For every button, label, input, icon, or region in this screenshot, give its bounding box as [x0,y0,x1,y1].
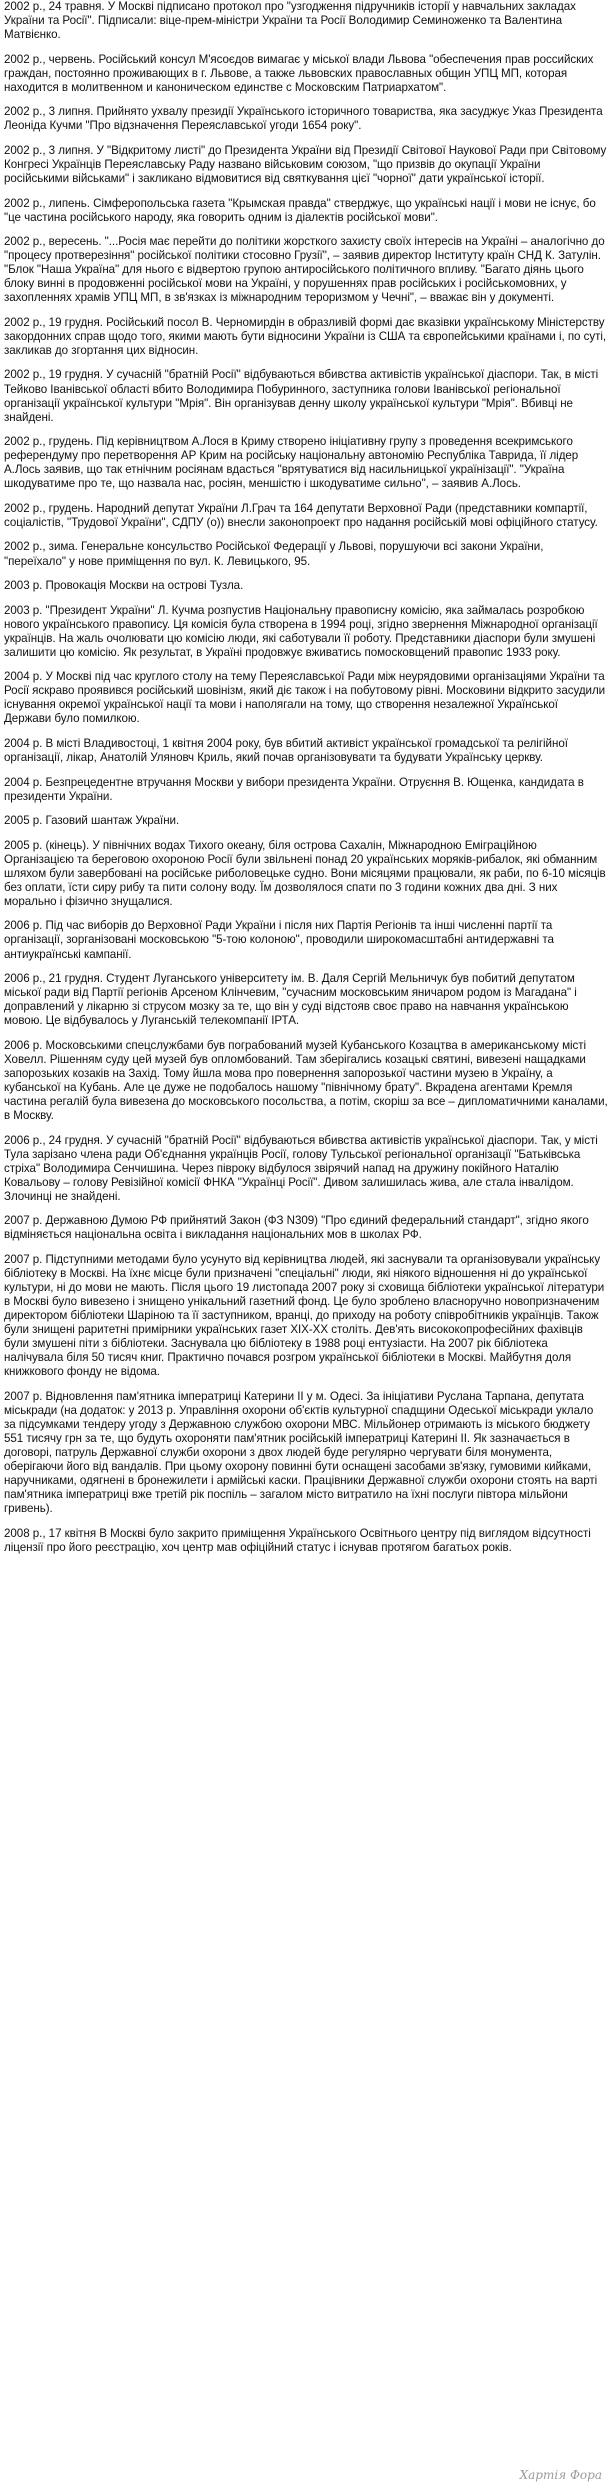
chronology-entry: 2002 р., вересень. "...Росія має перейти до політики жорсткого захисту своїх інтересів на Україні – аналогічно до "процесу протверезіння" російської політики стосовно Грузії", – заявив директор Інституту країн СНД К. Затулін. "Блок "Наша Україна" для нього є відвертою групою антиросійського політичного впливу. "Багато діянь цього блоку винні в продовженні російської мови на Україні, у порушеннях прав російських і російськомовних, у захопленнях храмів УПЦ МП, в зв'язках із міжнародним тероризмом у Чечні", – вважає він у документі. [4,235,605,305]
chronology-entry: 2004 р. В місті Владивостоці, 1 квітня 2004 року, був вбитий активіст української громадської та релігійної організації, лікар, Анатолій Уляновч Криль, який почав організовувати та будувати Українську церкву. [4,736,568,765]
chronology-entry: 2007 р. Відновлення пам'ятника імператриці Катерини ІІ у м. Одесі. За ініціативи Руслана Тарпана, депутата міськради (на додаток: у 2013 р. Управління охорони об'єктів культурної спадщини Одеської міськради уклало за підсумками тендеру угоду з Державною службою охорони МВС. Мільйонер отримають із міського бюджету 551 тисячу грн за те, що будуть охороняти пам'ятник російській імператриці Катерині ІІ. Як зазначається в договорі, патруль Державної служби охорони з двох людей буде регулярно чергувати біля монумента, оберігаючи його від вандалів. При цьому охорону повинні бути оснащені засобами зв'язку, гумовими кийками, наручниками, одягнені в бронежилети і армійські каски. Працівники Державної служби охорони стоять на варті пам'ятника імператриці вже третій рік поспіль – загалом місто витратило на їхні послуги півтора мільйони гривень). [4,1389,598,1516]
chronology-entry: 2003 р. Провокація Москви на острові Тузла. [4,579,244,593]
chronology-entry: 2002 р., грудень. Народний депутат України Л.Грач та 164 депутати Верховної Ради (представники компартії, соціалістів, "Трудової України", СДПУ (о)) внесли законопроект про надання російській мові офіційного статусу. [4,501,598,529]
chronology-entry: 2002 р., 3 липня. Прийнято ухвалу президії Українського історичного товариства, яка засуджує Указ Президента Леоніда Кучми "Про відзначення Переяславської угоди 1654 року". [4,105,603,133]
chronology-entry: 2002 р., червень. Російський консул М'ясоєдов вимагає у міської влади Львова "обеспечения прав российских граждан, постоянно проживающих в г. Львове, а также львовских православных общин УПЦ МП, которая находится в молитвенном и каноническом единстве с Московским Патриархатом". [4,52,594,94]
chronology-entry: 2002 р., 3 липня. У "Відкритому листі" до Президента України від Президії Світової Наукової Ради при Світовому Конгресі Українців Переяславську Раду названо військовим союзом, "що призвів до окупації України російськими військами" і закликано відмовитися від святкування цієї "чорної" дати української історії. [4,143,607,185]
watermark: Хартія Фора [519,2468,602,2482]
chronology-entry: 2005 р. (кінець). У північних водах Тихого океану, біля острова Сахалін, Міжнародною Еміграційною Організацією та береговою охороною Росії були звільнені понад 20 українських моряків-рибалок, які обманним шляхом були завербовані на російське риболовецьке судно. Вони місяцями працювали, як раби, по 6-10 місяців без оплати, їсти сиру рибу та пити солону воду. Їм дозволялося спати по 3 години кожних два дні. З них морально і фізично знущалися. [4,838,606,908]
chronology-entry: 2003 р. "Президент України" Л. Кучма розпустив Національну правописну комісію, яка займалась розробкою нового українського правопису. Ця комісія була створена в 1994 році, згідно звернення Міжнародної організації українців. На жаль очолювати цю комісію люди, які саботували її роботу. Представники діаспори були змушені залишити цю комісію. Як результат, в Україні продовжує вживатись помосковщений правопис 1933 року. [4,603,598,659]
chronology-entry: 2006 р. Під час виборів до Верховної Ради України і після них Партія Регіонів та інші численні партії та організації, зорганізовані московською "5-тою колоною", проводили широкомасштабні антидержавні та антиукраїнські кампанії. [4,919,554,961]
chronology-entry: 2002 р., 19 грудня. Російський посол В. Черномирдін в образливій формі дає вказівки українському Міністерству закордонних справ щодо того, якими мають бути відносини України із США та європейськими країнами і, по суті, закликав до згортання цих відносин. [4,315,607,357]
chronology-entry: 2006 р. Московськими спецслужбами був пограбований музей Кубанського Козацтва в американському місті Ховелл. Рішенням суду цей музей був опломбований. Там зберігались козацькі святині, вивезені нащадками запорозьких козаків на Захід. Тому йшла мова про повернення запорозької частини музею в Україну, а кубанської на Кубань. Але це дуже не подобалось нашому "північному брату". Вкрадена агентами Кремля частина регалій була вивезена до московського посольства, а потім, скоріш за все – дипломатичними каналами, в Москву. [4,1038,608,1122]
chronology-entry: 2006 р., 21 грудня. Студент Луганського університету ім. В. Даля Сергій Мельничук був побитий депутатом міської ради від Партії регіонів Арсеном Клінчевим, "сучасним московським яничаром родом із Магадана" і доправлений у лікарню зі струсом мозку за те, що він у суді відстояв своє право на навчання українською мовою. Це відбувалось у Луганській телекомпанії ІРТА. [4,972,577,1028]
chronology-entry: 2007 р. Підступними методами було усунуто від керівництва людей, які заснували та організовували українську бібліотеку в Москві. На їхнє місце були призначені "спеціальні" люди, які ніякого відношення ні до української культури, ні до мови не мають. Після цього 19 листопада 2007 року зі сховища бібліотеки української літератури в Москві було вивезено і знищено унікальний газетний фонд. Це було зроблено власноручно новопризначеним директором бібліотеки Шаріною та її заступником, вранці, до приходу на роботу співробітників українців. Також були знищені раритетні примірники українських газет ХІХ-ХХ століть. Дев'ять висококопрофесійних фахівців були змушені піти з бібліотеки. Заснувала цю бібліотеку в 1988 році ентузіасти. На 2007 рік бібліотека налічувала біля 50 тисяч книг. Практично почався розгром української бібліотеки в Москві. Майбутня доля книжкового фонду не відома. [4,1252,605,1379]
chronology-entry: 2002 р., липень. Сімферопольська газета "Крымская правда" стверджує, що українські нації і мови не існує, бо "це частина російського народу, яка говорить одним із діалектів російської мови". [4,196,596,224]
chronology-entry: 2002 р., зима. Генеральне консульство Російської Федерації у Львові, порушуючи всі закони України, "переїхало" у нове приміщення по вул. К. Левицького, 95. [4,540,544,568]
chronology-entry: 2002 р., грудень. Під керівництвом А.Лося в Криму створено ініціативну групу з проведення всекримського референдуму про перетворення АР Крим на російську національну автономію Республіка Таврида, її лідер А.Лось заявив, що так етнічним росіянам вдасться "врятуватися від насильницької українізації". "Україна шкодуватиме про те, що назвала нас, росіян, меншістю і шкодуватиме сильно", – заявив А.Лось. [4,435,579,491]
chronology-entry: 2008 р., 17 квітня В Москві було закрито приміщення Українського Освітнього центру під виглядом відсутності ліцензії про його реєстрацію, хоч центр мав офіційний статус і існував протягом багатьох років. [4,1526,591,1554]
chronology-entry: 2005 р. Газовий шантаж України. [4,814,180,828]
chronology-entry: 2004 р. У Москві під час круглого столу на тему Переяславської Ради між неурядовими організаціями України та Росії яскраво проявився російський шовінізм, який діє також і на побутовому рівні. Московини відкрито засудили існування окремої української нації та мови і наполягали на тому, що створення незалежної Української Держави було помилкою. [4,670,606,726]
chronology-entry: 2007 р. Державною Думою РФ прийнятий Закон (ФЗ N309) "Про єдиний федеральний стандарт", згідно якого відміняється національна освіта і викладання національних мов в школах РФ. [4,1214,589,1242]
chronology-entry: 2004 р. Безпрецедентне втручання Москви у вибори президента України. Отруєння В. Ющенка, кандидата в президенти України. [4,775,584,803]
chronology-entry: 2002 р., 24 травня. У Москві підписано протокол про "узгодження підручників історії у навчальних закладах України та Росії". Підписали: віце-прем-міністри України та Росії Володимир Семиноженко та Валентина Матвієнко. [4,0,576,42]
chronology-list [4,0,608,1565]
chronology-entry: 2002 р., 19 грудня. У сучасній "братній Росії" відбуваються вбивства активістів української діаспори. Так, в місті Тейково Іванівської області вбито Володимира Побуринного, заступника голови Іванівської регіональної організації української культури "Мрія". Він організував денну школу української культури "Мрія". Вбивці не знайдені. [4,368,599,424]
chronology-entry: 2006 р., 24 грудня. У сучасній "братній Росії" відбуваються вбивства активістів української діаспори. Так, у місті Тула зарізано члена ради Об'єднання українців Росії, голову Тульської регіональної організації "Батьківська стріха" Володимира Сенчишина. Через півроку відбулося звірячий напад на дружину покійного Наталію Ковальову – голову Ревізійної комісії ФНКА "Українці Росії". Дивом залишилась жива, але стала інвалідом. Злочинці не знайдені. [4,1133,598,1203]
